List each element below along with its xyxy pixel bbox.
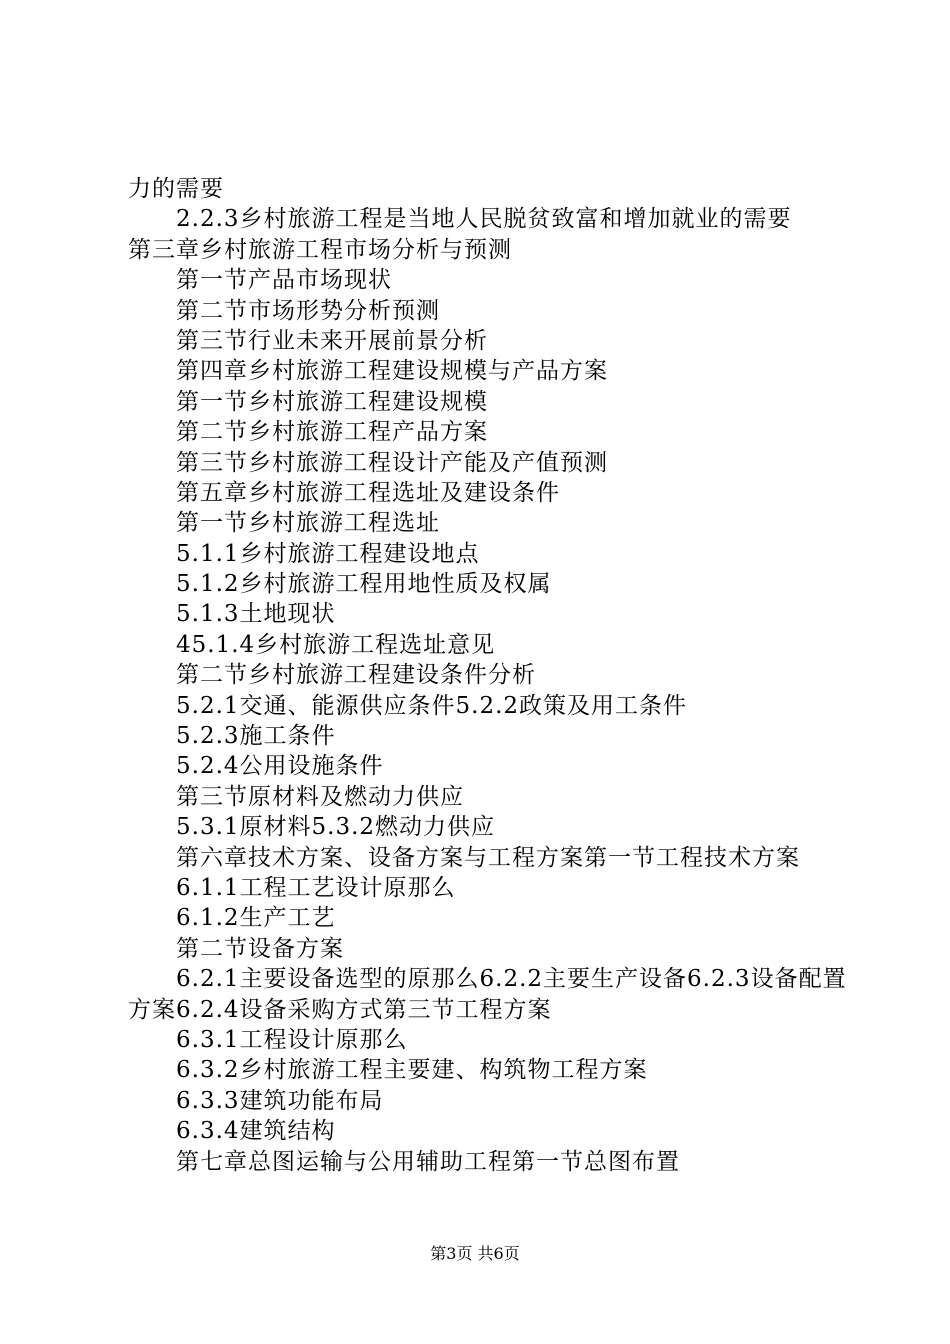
section-heading: 第一节乡村旅游工程建设规模 [176, 388, 488, 415]
subsection-line: 5.2.1交通、能源供应条件5.2.2政策及用工条件 [176, 692, 688, 719]
section-heading: 第一节产品市场现状 [176, 267, 392, 294]
subsection-line: 6.3.2乡村旅游工程主要建、构筑物工程方案 [176, 1057, 648, 1084]
section-heading: 第三节乡村旅游工程设计产能及产值预测 [176, 449, 608, 476]
subsection-line: 6.3.3建筑功能布局 [176, 1087, 384, 1114]
section-heading: 第三节行业未来开展前景分析 [176, 327, 488, 354]
subsection-line: 6.3.4建筑结构 [176, 1118, 336, 1145]
section-heading: 第二节设备方案 [176, 935, 344, 962]
subsection-paragraph: 6.2.1主要设备选型的原那么6.2.2主要生产设备6.2.3设备配置方案6.2.4设备采购方式第三节工程方案 [128, 966, 847, 1023]
text-line: 2.2.3乡村旅游工程是当地人民脱贫致富和增加就业的需要 [176, 206, 792, 233]
subsection-line: 5.1.3土地现状 [176, 601, 336, 628]
section-heading: 第三节原材料及燃动力供应 [176, 783, 464, 810]
text-line: 力的需要 [128, 176, 224, 202]
subsection-line: 5.1.1乡村旅游工程建设地点 [176, 540, 480, 567]
page-footer: 第3页 共6页 [430, 1244, 520, 1263]
subsection-line: 6.1.2生产工艺 [176, 905, 336, 932]
section-heading: 第二节市场形势分析预测 [176, 297, 440, 324]
document-body [128, 174, 848, 1177]
subsection-line: 5.1.2乡村旅游工程用地性质及权属 [176, 571, 552, 598]
subsection-line: 6.3.1工程设计原那么 [176, 1026, 408, 1053]
section-heading: 第二节乡村旅游工程建设条件分析 [176, 662, 536, 689]
chapter-heading: 第六章技术方案、设备方案与工程方案第一节工程技术方案 [176, 844, 800, 871]
subsection-line: 5.2.3施工条件 [176, 723, 336, 750]
section-heading: 第一节乡村旅游工程选址 [176, 510, 440, 537]
chapter-heading: 第七章总图运输与公用辅助工程第一节总图布置 [176, 1148, 680, 1175]
subsection-line: 5.2.4公用设施条件 [176, 753, 384, 780]
section-heading: 第二节乡村旅游工程产品方案 [176, 419, 488, 446]
chapter-heading: 第五章乡村旅游工程选址及建设条件 [176, 479, 560, 506]
subsection-line: 5.3.1原材料5.3.2燃动力供应 [176, 814, 496, 841]
chapter-heading: 第四章乡村旅游工程建设规模与产品方案 [176, 358, 608, 385]
subsection-line: 6.1.1工程工艺设计原那么 [176, 874, 456, 901]
chapter-heading: 第三章乡村旅游工程市场分析与预测 [128, 236, 512, 263]
subsection-line: 45.1.4乡村旅游工程选址意见 [176, 631, 496, 658]
